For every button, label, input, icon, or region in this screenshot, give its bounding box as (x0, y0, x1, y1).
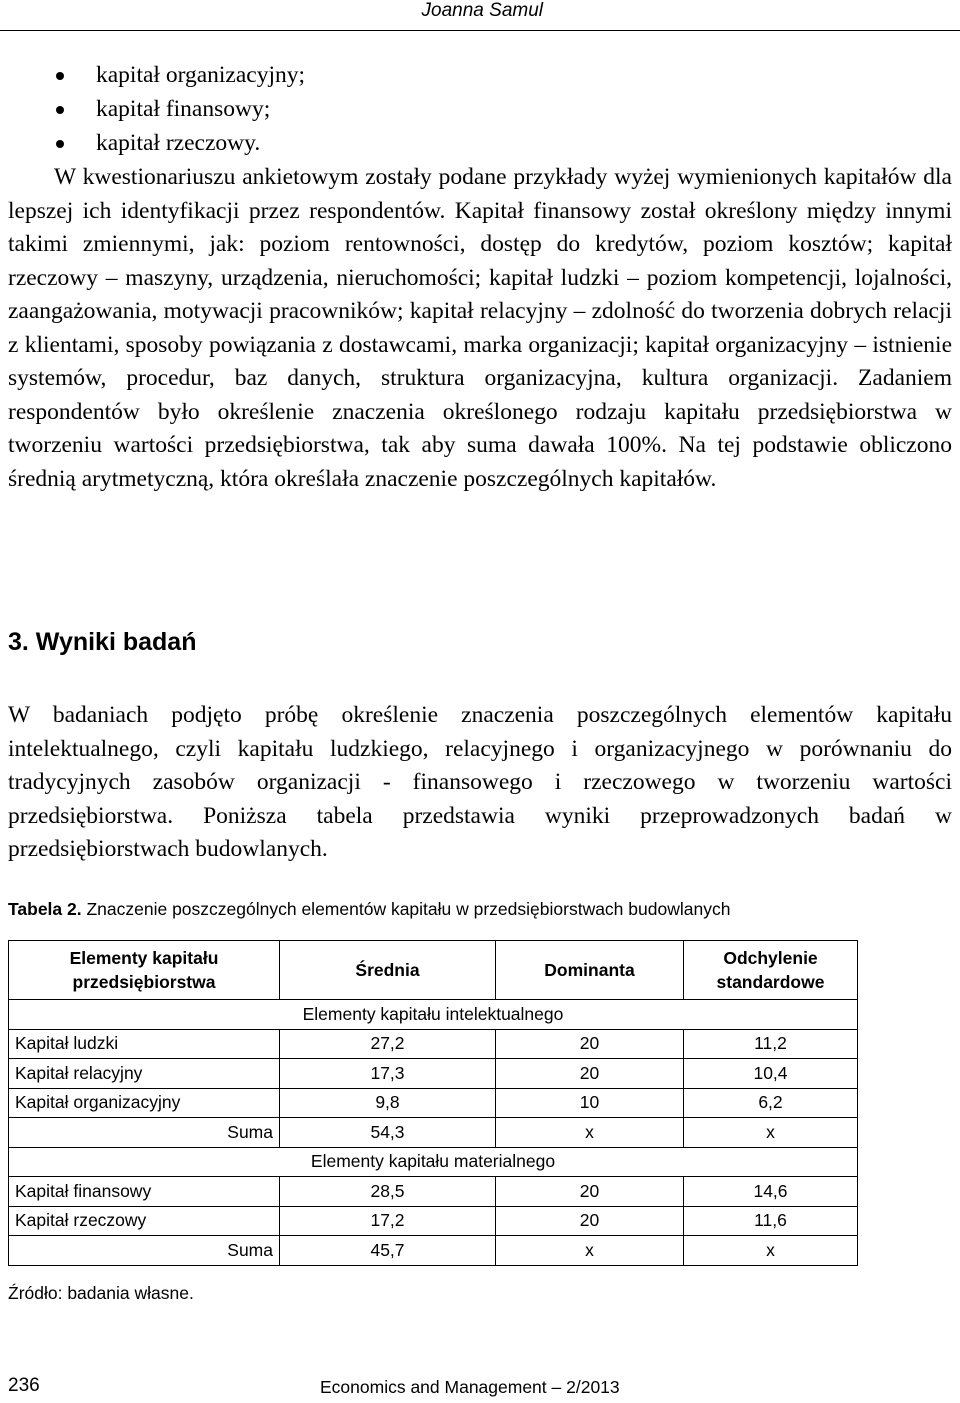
stddev-cell: x (684, 1236, 858, 1266)
stddev-cell: 6,2 (684, 1088, 858, 1118)
mode-cell: 20 (496, 1059, 684, 1089)
capital-bullet-list (56, 59, 456, 161)
stddev-cell: 10,4 (684, 1059, 858, 1089)
group-label: Elementy kapitału materialnego (9, 1147, 858, 1177)
header-cell: Średnia (280, 941, 496, 1000)
mode-cell: x (496, 1118, 684, 1148)
mean-cell: 28,5 (280, 1177, 496, 1207)
mode-cell: 20 (496, 1177, 684, 1207)
table-sum-row (9, 1118, 858, 1148)
mean-cell: 27,2 (280, 1029, 496, 1059)
list-item: kapitał rzeczowy. (56, 127, 456, 161)
group-label: Elementy kapitału intelektualnego (9, 1000, 858, 1030)
mode-cell: 20 (496, 1206, 684, 1236)
table-caption-text: Znaczenie poszczególnych elementów kapitału w przedsiębiorstwach budowlanych (81, 899, 731, 919)
table-caption (8, 899, 730, 920)
mean-cell: 54,3 (280, 1118, 496, 1148)
methodology-paragraph: W kwestionariuszu ankietowym zostały podane przykłady wyżej wymienionych kapitałów dla lepszej ich identyfikacji przez respondentów. Kapitał finansowy został określony między innymi takimi zmiennymi, jak: poziom rentowności, dostęp do kredytów, poziom kosztów; kapitał rzeczowy – maszyny, urządzenia, nieruchomości; kapitał ludzki – poziom kompetencji, lojalności, zaangażowania, motywacji pracowników; kapitał relacyjny – zdolność do tworzenia dobrych relacji z klientami, sposoby powiązania z dostawcami, marka organizacji; kapitał organizacyjny – istnienie systemów, procedur, baz danych, struktura organizacyjna, kultura organizacji. Zadaniem respondentów było określenie znaczenia określonego rodzaju kapitału przedsiębiorstwa w tworzeniu wartości przedsiębiorstwa, tak aby suma dawała 100%. Na tej podstawie obliczono średnią arytmetyczną, która określała znaczenie poszczególnych kapitałów. (8, 164, 952, 492)
running-header-author: Joanna Samul (421, 0, 543, 21)
mean-cell: 9,8 (280, 1088, 496, 1118)
header-cell: Elementy kapitału przedsiębiorstwa (9, 941, 280, 1000)
header-rule (0, 30, 960, 31)
row-label: Kapitał finansowy (9, 1177, 280, 1207)
results-paragraph: W badaniach podjęto próbę określenie znaczenia poszczególnych elementów kapitału intelektualnego, czyli kapitału ludzkiego, relacyjnego i organizacyjnego w porównaniu do tradycyjnych zasobów organizacji - finansowego i rzeczowego w tworzeniu wartości przedsiębiorstwa. Poniższa tabela przedstawia wyniki przeprowadzonych badań w przedsiębiorstwach budowlanych. (8, 702, 952, 862)
page-number: 236 (8, 1375, 40, 1396)
table-row (9, 1088, 858, 1118)
sum-label: Suma (9, 1236, 280, 1266)
table-row (9, 1059, 858, 1089)
mean-cell: 17,2 (280, 1206, 496, 1236)
table-caption-label: Tabela 2. (8, 899, 82, 919)
table-row (9, 1029, 858, 1059)
row-label: Kapitał rzeczowy (9, 1206, 280, 1236)
row-label: Kapitał organizacyjny (9, 1088, 280, 1118)
header-cell: Dominanta (496, 941, 684, 1000)
list-item: kapitał finansowy; (56, 93, 456, 127)
mode-cell: 20 (496, 1029, 684, 1059)
list-item: kapitał organizacyjny; (56, 59, 456, 93)
table-group-row (9, 1000, 858, 1030)
mean-cell: 17,3 (280, 1059, 496, 1089)
stddev-cell: x (684, 1118, 858, 1148)
header-cell: Odchylenie standardowe (684, 941, 858, 1000)
stddev-cell: 11,2 (684, 1029, 858, 1059)
sum-label: Suma (9, 1118, 280, 1148)
table-row (9, 1206, 858, 1236)
section-heading: 3. Wyniki badań (8, 628, 197, 656)
table-group-row (9, 1147, 858, 1177)
capital-table (8, 940, 858, 1266)
table-sum-row (9, 1236, 858, 1266)
table-row (9, 1177, 858, 1207)
mean-cell: 45,7 (280, 1236, 496, 1266)
table-header-row (9, 941, 858, 1000)
mode-cell: x (496, 1236, 684, 1266)
row-label: Kapitał relacyjny (9, 1059, 280, 1089)
journal-footer: Economics and Management – 2/2013 (320, 1377, 620, 1397)
stddev-cell: 14,6 (684, 1177, 858, 1207)
row-label: Kapitał ludzki (9, 1029, 280, 1059)
table-source: Źródło: badania własne. (8, 1283, 194, 1303)
mode-cell: 10 (496, 1088, 684, 1118)
stddev-cell: 11,6 (684, 1206, 858, 1236)
